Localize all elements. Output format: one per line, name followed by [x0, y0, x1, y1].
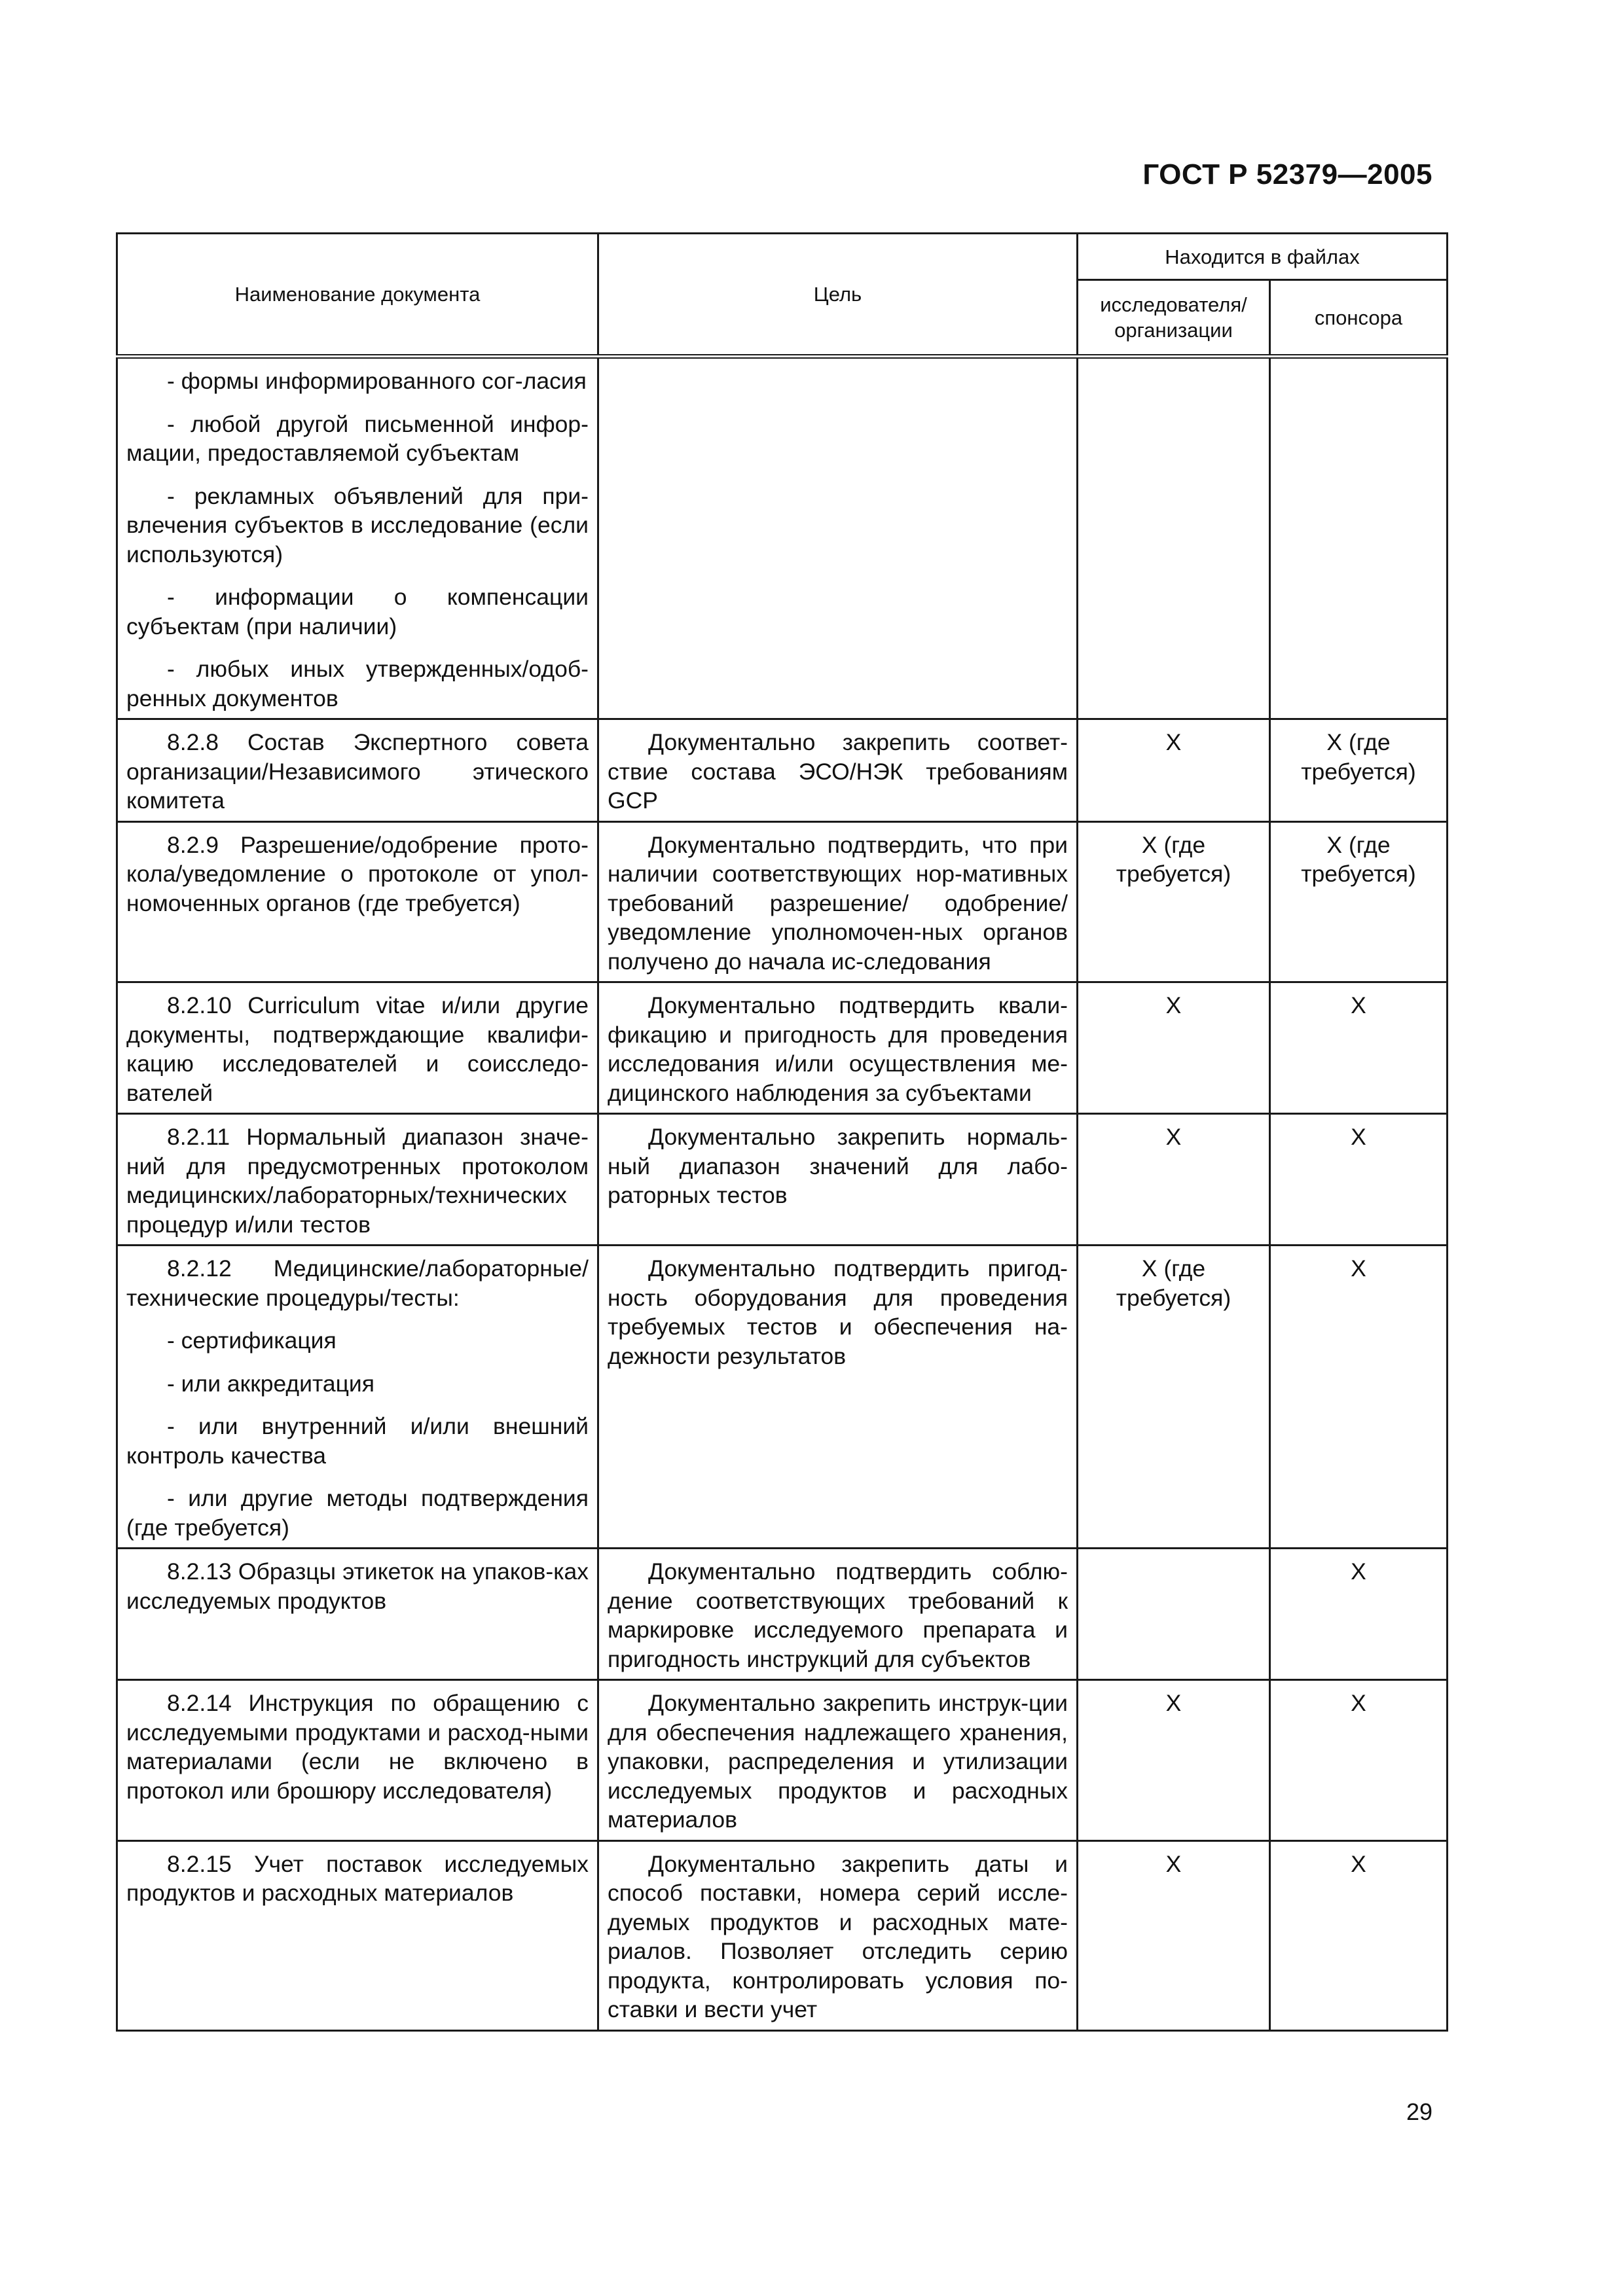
document-name-text: 8.2.9 Разрешение/одобрение прото-кола/уведомление о протоколе от упол-номоченных органов (где требуется) [126, 831, 589, 916]
document-name-cell [117, 1680, 598, 1841]
purpose-text: Документально закрепить нормаль-ный диапазон значений для лабо-раторных тестов [608, 1124, 1068, 1208]
sponsor-file-cell: X [1270, 1840, 1448, 2030]
sponsor-file-cell: X [1270, 1114, 1448, 1246]
document-name-cell [117, 1840, 598, 2030]
document-name-cell [117, 821, 598, 982]
header-sponsor: спонсора [1270, 280, 1448, 357]
table-row [117, 1840, 1448, 2030]
purpose-cell [598, 1680, 1078, 1841]
investigator-file-cell: X [1078, 1840, 1270, 2030]
purpose-text: Документально подтвердить, что при наличии соответствующих нор-мативных требований разрешение/ одобрение/уведомление уполномочен-ных органов получено до начала ис-следования [608, 831, 1068, 975]
header-document-name: Наименование документа [117, 234, 598, 357]
purpose-cell [598, 1840, 1078, 2030]
table-header-row [117, 234, 1448, 280]
continuation-item: - рекламных объявлений для при-влечения субъектов в исследование (если используются) [126, 482, 589, 567]
document-name-cell [117, 1114, 598, 1246]
purpose-cell [598, 1114, 1078, 1246]
purpose-text: Документально подтвердить пригод-ность оборудования для проведения требуемых тестов и обеспечения на-дежности результатов [608, 1255, 1068, 1369]
continuation-investigator-cell [1078, 357, 1270, 719]
table-row [117, 1549, 1448, 1680]
continuation-sponsor-cell [1270, 357, 1448, 719]
investigator-file-cell: X (где требуется) [1078, 1246, 1270, 1549]
header-investigator-org: исследователя/ организации [1078, 280, 1270, 357]
document-sub-item: - или другие методы подтверждения (где требуется) [126, 1485, 589, 1541]
table-row [117, 719, 1448, 822]
document-name-text: 8.2.15 Учет поставок исследуемых продуктов и расходных материалов [126, 1850, 589, 1906]
standard-code: ГОСТ Р 52379—2005 [1142, 158, 1432, 190]
purpose-text: Документально закрепить соответ-ствие состава ЭСО/НЭК требованиям GCP [608, 729, 1068, 814]
page-number: 29 [1406, 2098, 1432, 2125]
purpose-cell [598, 1246, 1078, 1549]
document-sub-item: - или аккредитация [167, 1370, 374, 1397]
table-row [117, 1246, 1448, 1549]
purpose-text: Документально закрепить даты и способ поставки, номера серий иссле-дуемых продуктов и расходных мате-риалов. Позволяет отследить серию продукта, контролировать условия по-ставки и вести учет [608, 1850, 1068, 2022]
investigator-file-cell [1078, 1549, 1270, 1680]
table-row [117, 1680, 1448, 1841]
header-located-in-files: Находится в файлах [1078, 234, 1448, 280]
document-name-cell [117, 1246, 598, 1549]
investigator-file-cell: X [1078, 1114, 1270, 1246]
header-purpose: Цель [598, 234, 1078, 357]
documents-table [116, 232, 1448, 2032]
investigator-file-cell: X [1078, 1680, 1270, 1841]
document-name-text: 8.2.14 Инструкция по обращению с исследуемыми продуктами и расход-ными материалами (если не включено в протокол или брошюру исследователя) [126, 1690, 589, 1804]
investigator-file-cell: X [1078, 719, 1270, 822]
table-row-continuation [117, 357, 1448, 719]
continuation-item: - информации о компенсации субъектам (при наличии) [126, 584, 589, 639]
document-name-cell [117, 719, 598, 822]
document-name-cell [117, 1549, 598, 1680]
continuation-item: - формы информированного сог-ласия [167, 368, 587, 394]
sponsor-file-cell: X (где требуется) [1270, 719, 1448, 822]
sponsor-file-cell: X [1270, 1246, 1448, 1549]
table-row [117, 982, 1448, 1114]
document-name-text: 8.2.10 Curriculum vitae и/или другие документы, подтверждающие квалифи-кацию исследователей и соисследо-вателей [126, 992, 589, 1106]
investigator-file-cell: X [1078, 982, 1270, 1114]
purpose-cell [598, 719, 1078, 822]
table-row [117, 821, 1448, 982]
purpose-cell [598, 821, 1078, 982]
continuation-document-cell [117, 357, 598, 719]
purpose-text: Документально подтвердить квали-фикацию и пригодность для проведения исследования и/или осуществления ме-дицинского наблюдения за субъектами [608, 992, 1068, 1106]
sponsor-file-cell: X (где требуется) [1270, 821, 1448, 982]
sponsor-file-cell: X [1270, 1680, 1448, 1841]
continuation-purpose-cell [598, 357, 1078, 719]
purpose-cell [598, 1549, 1078, 1680]
document-sub-item: - или внутренний и/или внешний контроль качества [126, 1413, 589, 1469]
sponsor-file-cell: X [1270, 982, 1448, 1114]
document-name-cell [117, 982, 598, 1114]
table-row [117, 1114, 1448, 1246]
document-name-text: 8.2.8 Состав Экспертного совета организации/Независимого этического комитета [126, 729, 589, 814]
purpose-text: Документально закрепить инструк-ции для обеспечения надлежащего хранения, упаковки, распределения и утилизации исследуемых продуктов и расходных материалов [608, 1690, 1068, 1833]
document-sub-item: - сертификация [167, 1327, 337, 1354]
document-name-text: 8.2.13 Образцы этикеток на упаков-ках исследуемых продуктов [126, 1558, 589, 1614]
continuation-item: - любой другой письменной инфор-мации, предоставляемой субъектам [126, 410, 589, 466]
document-name-text: 8.2.11 Нормальный диапазон значе-ний для предусмотренных протоколом медицинских/лабораторных/технических процедур и/или тестов [126, 1124, 589, 1238]
purpose-text: Документально подтвердить соблю-дение соответствующих требований к маркировке исследуемого препарата и пригодность инструкций для субъектов [608, 1558, 1068, 1672]
sponsor-file-cell: X [1270, 1549, 1448, 1680]
investigator-file-cell: X (где требуется) [1078, 821, 1270, 982]
purpose-cell [598, 982, 1078, 1114]
continuation-item: - любых иных утвержденных/одоб-ренных документов [126, 656, 589, 711]
document-name-text: 8.2.12 Медицинские/лабораторные/ технические процедуры/тесты: [126, 1255, 589, 1311]
